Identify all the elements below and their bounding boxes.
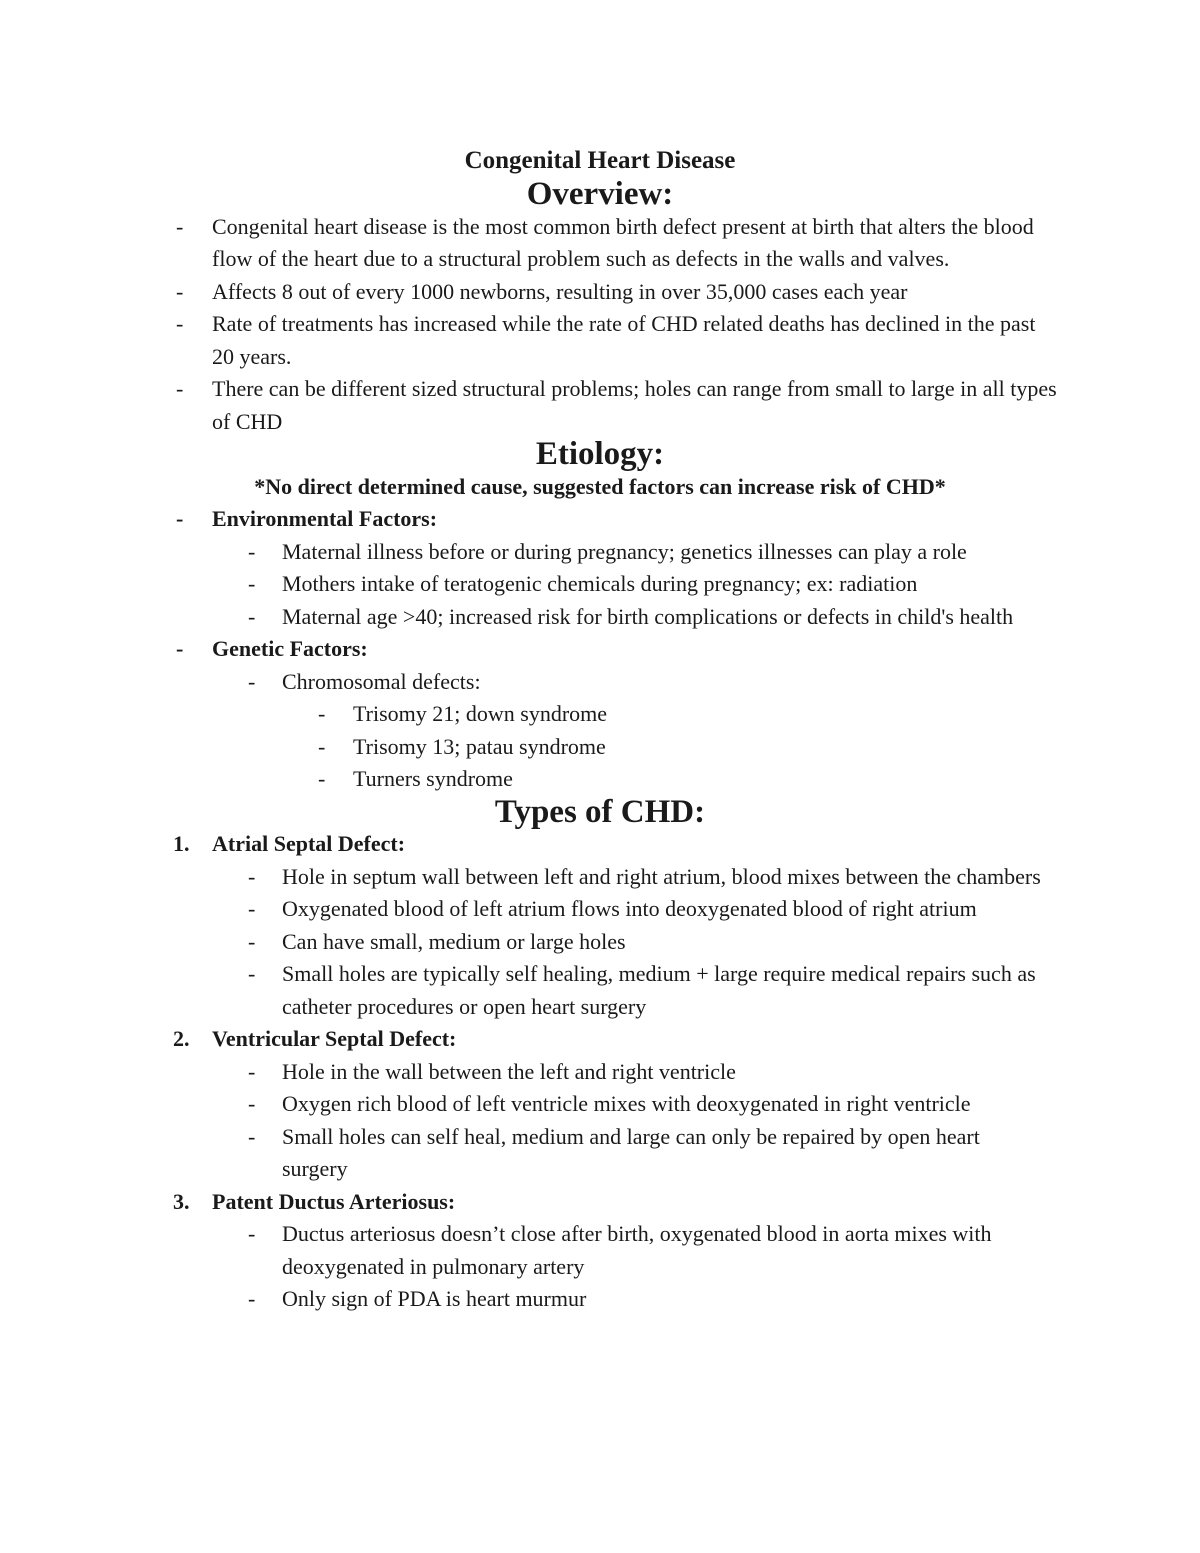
types-list [0,828,1200,1316]
list-item: - Hole in the wall between the left and right ventricle [0,1056,1042,1089]
list-number: 2. [173,1026,190,1051]
type-heading-vsd: 2. Ventricular Septal Defect: [0,1023,1062,1056]
bullet-dash: - [248,538,256,564]
list-item: - Mothers intake of teratogenic chemicals during pregnancy; ex: radiation [0,568,1042,601]
bullet-dash: - [248,1286,256,1311]
list-item: - Small holes are typically self healing, medium + large require medical repairs such as catheter procedures or open heart surgery [0,958,1042,1023]
document-title: Congenital Heart Disease [464,147,736,174]
list-item: - Ductus arteriosus doesn’t close after birth, oxygenated blood in aorta mixes with deoxygenated in pulmonary artery [0,1218,1042,1283]
list-item: - Oxygen rich blood of left ventricle mixes with deoxygenated in right ventricle [0,1088,1042,1121]
chromosomal-defects-label: - Chromosomal defects: [0,666,1042,699]
bullet-dash: - [176,311,184,336]
list-item: - Oxygenated blood of left atrium flows into deoxygenated blood of right atrium [0,893,1042,926]
environmental-factors-label: - Environmental Factors: [0,503,1062,536]
type-heading-pda: 3. Patent Ductus Arteriosus: [0,1186,1062,1219]
bullet-dash: - [248,668,256,694]
bullet-dash: - [248,1091,256,1116]
bullet-dash: - [176,636,184,661]
list-item: - Hole in septum wall between left and right atrium, blood mixes between the chambers [0,861,1042,894]
bullet-dash: - [248,1123,256,1149]
list-item: - Congenital heart disease is the most common birth defect present at birth that alters the blood flow of the heart due to a structural problem such as defects in the walls and valves. [0,211,1062,276]
bullet-dash: - [248,961,256,986]
bullet-dash: - [248,1058,256,1084]
list-number: 1. [173,831,190,856]
list-item: - Affects 8 out of every 1000 newborns, resulting in over 35,000 cases each year [0,276,1062,309]
types-heading: Types of CHD: [494,793,706,830]
overview-section [0,178,1200,438]
list-item: - Trisomy 21; down syndrome [0,698,1053,731]
bullet-dash: - [248,928,256,954]
bullet-dash: - [248,896,256,921]
list-item: - Maternal illness before or during pregnancy; genetics illnesses can play a role [0,536,1042,569]
type-heading-asd: 1. Atrial Septal Defect: [0,828,1062,861]
list-item: - Maternal age >40; increased risk for birth complications or defects in child's health [0,601,1042,634]
bullet-dash: - [318,733,326,759]
bullet-dash: - [176,506,184,531]
bullet-dash: - [248,603,256,629]
bullet-dash: - [248,571,256,596]
list-number: 3. [173,1188,190,1214]
types-section [0,793,1200,1316]
list-item: - There can be different sized structural problems; holes can range from small to large in all types of CHD [0,373,1062,438]
document-page [0,144,1200,1316]
list-item: - Small holes can self heal, medium and large can only be repaired by open heart surgery [0,1121,1042,1186]
overview-list [0,211,1200,439]
etiology-heading: Etiology: [535,436,665,472]
bullet-dash: - [176,376,184,401]
bullet-dash: - [318,701,326,726]
etiology-section [0,438,1200,796]
etiology-list [0,503,1200,796]
etiology-note: *No direct determined cause, suggested factors can increase risk of CHD* [254,473,946,499]
list-item: - Can have small, medium or large holes [0,926,1042,959]
list-item: - Rate of treatments has increased while the rate of CHD related deaths has declined in the past 20 years. [0,308,1062,373]
list-item: - Only sign of PDA is heart murmur [0,1283,1042,1316]
bullet-dash: - [318,766,326,791]
list-item: - Trisomy 13; patau syndrome [0,731,1053,764]
list-item: - Turners syndrome [0,763,1053,796]
bullet-dash: - [176,213,184,239]
overview-heading: Overview: [526,176,674,212]
bullet-dash: - [176,278,184,304]
bullet-dash: - [248,863,256,889]
bullet-dash: - [248,1221,256,1246]
genetic-factors-label: - Genetic Factors: [0,633,1062,666]
